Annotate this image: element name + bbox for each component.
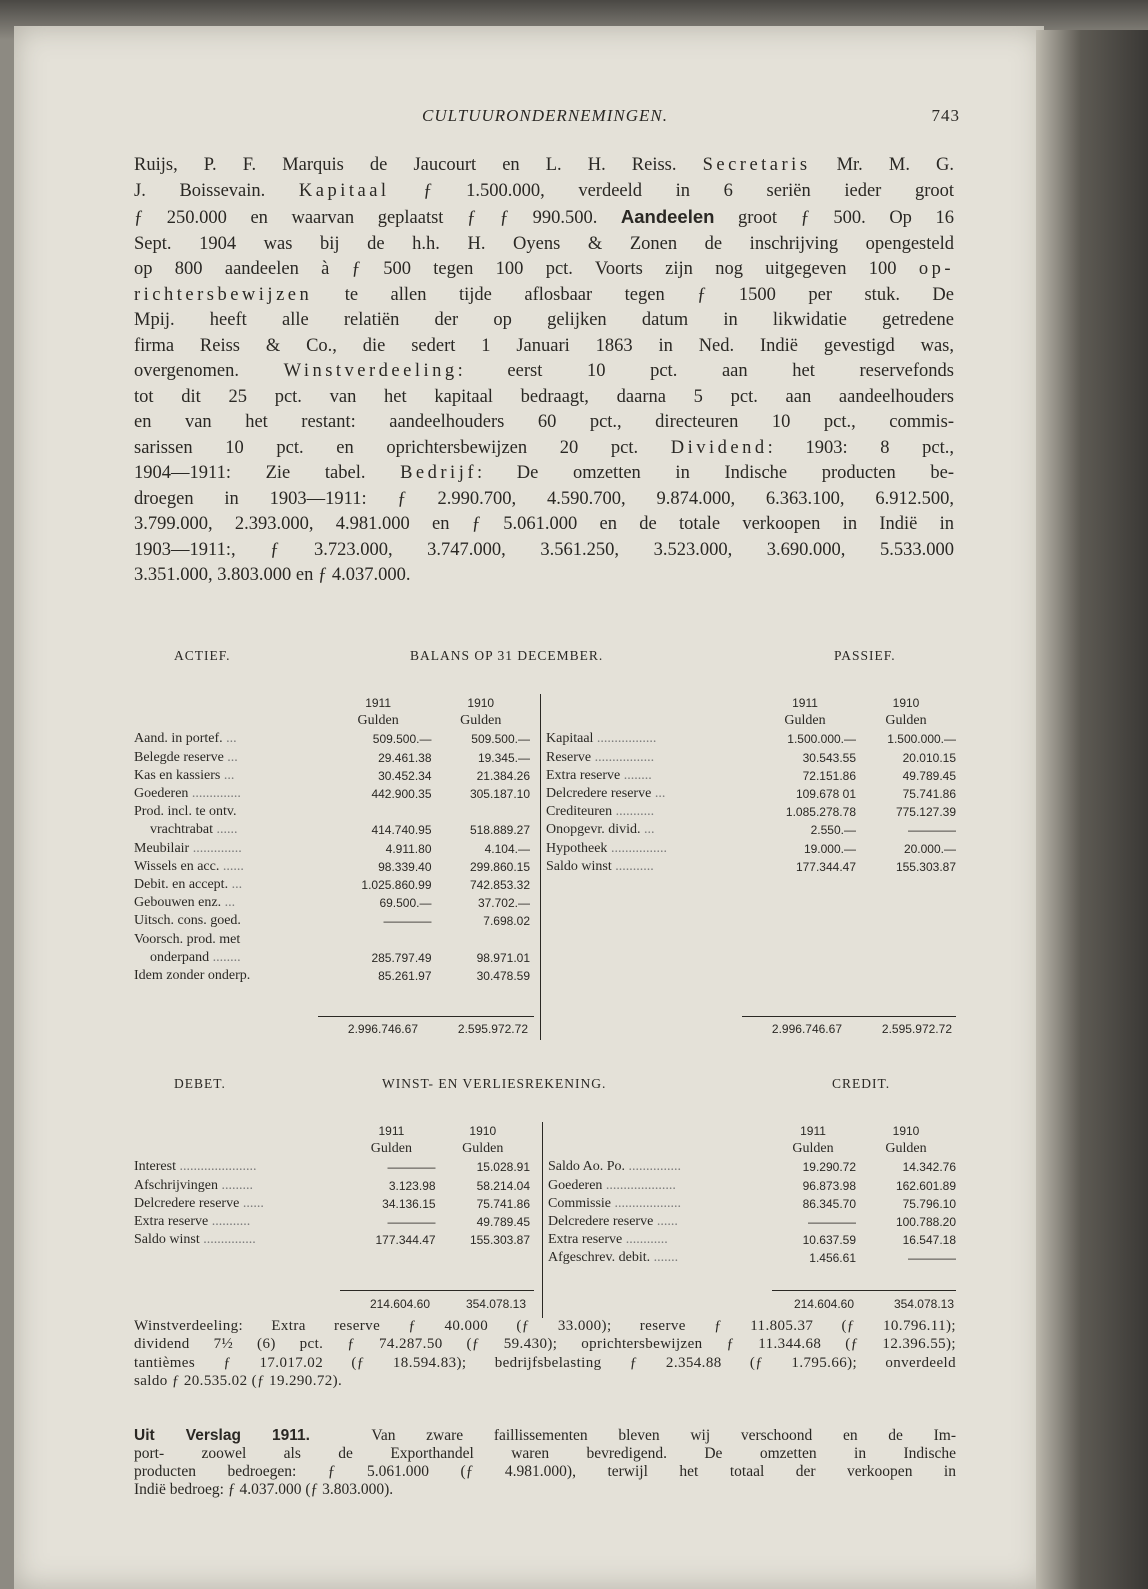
value-1911: 1.456.61 [809,1251,856,1266]
body-line [134,204,954,232]
body-line [134,563,954,589]
value-1910: 75.796.10 [902,1196,956,1211]
row-label: Debit. en accept. ... [134,877,243,893]
row-label: Meubilair .............. [134,840,242,856]
row-label: Extra reserve ........ [546,767,652,783]
value-1911: 19.000.— [803,841,856,856]
year-header: 1910 [892,1124,920,1138]
body-text-segment: firma Reiss & Co., die sedert 1 Januari 1863 in Ned. Indië gevestigd was, [134,335,954,356]
value-1911: 1.500.000.— [787,732,856,747]
year-header: 1910 [469,1124,497,1138]
spaced-term: op- [918,259,954,279]
row-label: Extra reserve ............ [548,1232,668,1248]
value-1910: 7.698.02 [483,914,530,929]
body-line [134,153,954,179]
row-label: onderpand ........ [150,949,241,965]
credit-row [548,1213,956,1231]
body-line [134,385,954,411]
value-1911: 285.797.49 [371,950,432,965]
winst-divider [542,1122,543,1318]
body-line [134,334,954,360]
row-label: Kapitaal ................. [546,731,657,747]
body-text-segment: Mpij. heeft alle relatiën der op gelijken datum in likwidatie getredene [134,310,954,330]
value-1911: 86.345.70 [802,1196,856,1211]
value-1911: 1.085.278.78 [785,805,856,820]
year-header: 1910 [892,696,920,710]
page-number: 743 [931,106,960,125]
year-header: 1911 [378,1124,405,1138]
credit-row [548,1177,956,1195]
row-label: Extra reserve ........... [134,1214,251,1230]
total-1910: 354.078.13 [893,1297,954,1311]
actief-row [134,821,530,839]
row-label: Delcredere reserve ...... [548,1214,678,1230]
actief-row [134,894,530,912]
balans-heading-row [134,648,954,670]
actief-row [134,730,530,748]
winst-credit-table [548,1122,956,1268]
verslag-line: Indië bedroeg: ƒ 4.037.000 (ƒ 3.803.000). [134,1481,394,1498]
value-1910: 98.971.01 [476,950,530,965]
value-1911: 72.151.86 [802,768,856,783]
book-spine [1036,30,1148,1589]
value-1911: ———— [383,914,432,929]
unit-header: Gulden [460,713,502,729]
body-line [134,257,954,283]
value-1910: 75.741.86 [476,1196,530,1211]
winst-total-rule-left [340,1290,534,1291]
row-label: Belegde reserve ... [134,749,238,765]
verslag-title: Uit Verslag 1911. [134,1427,310,1444]
balans-heading: BALANS OP 31 DECEMBER. [410,648,604,663]
body-text-segment: 3.799.000, 2.393.000, 4.981.000 en ƒ 5.061.000 en de totale verkoopen in Indië in [134,514,954,534]
value-1911: ———— [387,1215,436,1230]
body-line [134,487,954,513]
body-text-segment: : eerst 10 pct. aan het reservefonds [457,361,954,381]
row-label: Saldo winst ............... [134,1232,256,1248]
row-label: Wissels en acc. ...... [134,858,244,874]
value-1910: 15.028.91 [476,1160,530,1175]
value-1910: 49.789.45 [476,1215,530,1230]
value-1911: 19.290.72 [802,1160,856,1175]
row-label: Commissie ................... [548,1195,682,1211]
value-1910: ———— [908,1251,956,1266]
passief-row [546,840,956,858]
value-1910 [432,803,531,821]
value-1910: 1.500.000.— [887,732,956,747]
value-1911: ———— [387,1160,436,1175]
total-1911: 214.604.60 [369,1297,430,1311]
body-text-segment: J. Boissevain. [134,180,299,201]
body-text-segment: : 1903: 8 pct., [767,437,954,458]
spaced-term: Winstverdeeling [283,361,458,381]
spaced-term: richtersbewijzen [134,284,313,305]
body-line [134,512,954,538]
actief-row [134,749,530,767]
row-label: Saldo winst ........... [546,858,654,874]
value-1911: 10.637.59 [802,1233,856,1248]
value-1910: 509.500.— [471,732,530,747]
balans-divider [540,694,541,1040]
row-label: Goederen .............. [134,786,241,802]
passief-heading: PASSIEF. [834,648,896,663]
debet-row [134,1195,530,1213]
body-text-segment: : De omzetten in Indische producten be- [477,463,954,483]
winst-debet-table [134,1122,530,1249]
value-1910: 75.741.86 [902,787,956,802]
winst-total-rule-right [772,1290,956,1291]
value-1910: 299.860.15 [469,859,530,874]
value-1911: 177.344.47 [375,1233,436,1248]
winstverdeeling-line: saldo ƒ 20.535.02 (ƒ 19.290.72). [134,1372,343,1389]
unit-header: Gulden [784,713,826,729]
row-label: Uitsch. cons. goed. [134,913,241,929]
value-1910: 58.214.04 [476,1178,530,1193]
body-text-segment: te allen tijde aflosbaar tegen ƒ 1500 per stuk. De [312,284,954,305]
row-label: Onopgevr. divid. ... [546,822,655,838]
passief-row [546,803,956,821]
total-1910: 354.078.13 [465,1297,526,1311]
unit-header: Gulden [885,713,927,729]
value-1911 [325,931,432,949]
total-1910: 2.595.972.72 [457,1022,528,1036]
row-label: Prod. incl. te ontv. [134,804,237,820]
total-1911: 2.996.746.67 [771,1022,842,1036]
actief-row [134,767,530,785]
balans-total-rule-right [742,1016,956,1017]
passief-row [546,730,956,748]
value-1910: 162.601.89 [895,1178,956,1193]
body-line [134,308,954,334]
unit-header: Gulden [357,713,399,729]
credit-row [548,1195,956,1213]
verslag-line: port- zoowel als de Exporthandel waren bevredigend. De omzetten in Indische [134,1445,956,1462]
running-header [130,106,960,132]
actief-row [134,949,530,967]
balans-total-rule-left [318,1016,534,1017]
passief-row [546,749,956,767]
total-1910: 2.595.972.72 [881,1022,952,1036]
value-1911: 98.339.40 [378,859,432,874]
body-text-segment: sarissen 10 pct. en oprichtersbewijzen 20 pct. [134,437,671,458]
actief-row [134,785,530,803]
unit-header: Gulden [370,1141,412,1157]
row-label: Interest ...................... [134,1159,257,1175]
verslag-line [134,1427,956,1445]
value-1911 [325,803,432,821]
spaced-term: Dividend [670,437,768,458]
verslag-paragraph [134,1427,956,1499]
value-1910 [432,931,531,949]
value-1911: 414.740.95 [371,823,432,838]
row-label: Idem zonder onderp. [134,968,251,984]
balans-passief-table [546,694,956,876]
verslag-line: producten bedroegen: ƒ 5.061.000 (ƒ 4.981.000), terwijl het totaal der verkoopen in [134,1463,956,1480]
row-label: Reserve ................. [546,749,655,765]
value-1911: 2.550.— [810,823,856,838]
year-header: 1911 [800,1124,826,1138]
body-line [134,436,954,462]
value-1911: 85.261.97 [378,969,432,984]
actief-row [134,967,530,985]
value-1910: 37.702.— [477,896,530,911]
body-text-segment: ƒ 250.000 en waarvan geplaatst ƒ ƒ 990.500. [134,208,621,228]
value-1911: ———— [808,1215,856,1230]
winstverdeeling-paragraph [134,1317,956,1390]
value-1911: 509.500.— [372,732,432,747]
unit-header: Gulden [462,1141,504,1157]
body-line [134,538,954,564]
value-1911: 442.900.35 [371,787,432,802]
actief-row [134,931,530,949]
winstverdeeling-line: tantièmes ƒ 17.017.02 (ƒ 18.594.83); bedrijfsbelasting ƒ 2.354.88 (ƒ 1.795.66); onverdeeld [134,1354,956,1371]
total-1911: 214.604.60 [793,1297,854,1311]
value-1910: 155.303.87 [895,859,956,874]
body-text-segment: Ruijs, P. F. Marquis de Jaucourt en L. H. Reiss. [134,155,703,175]
winstverdeeling-line: dividend 7½ (6) pct. ƒ 74.287.50 (ƒ 59.430); oprichtersbewijzen ƒ 11.344.68 (ƒ 12.396.55); [134,1336,956,1353]
value-1910: 20.010.15 [902,750,956,765]
value-1911: 34.136.15 [382,1196,436,1211]
value-1910: 100.788.20 [895,1215,956,1230]
value-1910: 49.789.45 [902,768,956,783]
bold-term: Aandeelen [620,206,715,227]
winstverdeeling-line: Winstverdeeling: Extra reserve ƒ 40.000 (ƒ 33.000); reserve ƒ 11.805.37 (ƒ 10.796.11); [134,1318,956,1334]
value-1911: 177.344.47 [795,859,856,874]
body-text-segment: op 800 aandeelen à ƒ 500 tegen 100 pct. Voorts zijn nog uitgegeven 100 [134,259,919,279]
body-line [134,461,954,487]
year-header: 1911 [365,696,392,710]
value-1910: 21.384.26 [476,768,530,783]
passief-row [546,821,956,839]
body-line [134,179,954,205]
debet-row [134,1213,530,1231]
body-text-segment: 1904—1911: Zie tabel. [134,463,401,483]
actief-row [134,858,530,876]
row-label: Aand. in portef. ... [134,731,237,747]
value-1911: 96.873.98 [802,1178,856,1193]
debet-row [134,1158,530,1176]
value-1911: 3.123.98 [388,1178,436,1193]
unit-header: Gulden [885,1141,927,1157]
value-1911: 30.543.55 [802,750,856,765]
row-label: Afgeschrev. debit. ....... [548,1250,679,1266]
row-label: vrachtrabat ...... [150,822,238,838]
row-label: Gebouwen enz. ... [134,895,236,911]
value-1910: 305.187.10 [469,787,530,802]
value-1911: 30.452.34 [378,768,432,783]
winst-heading-row [134,1076,954,1098]
actief-row [134,912,530,930]
actief-row [134,876,530,894]
body-line [134,359,954,385]
actief-row [134,840,530,858]
spaced-term: Kapitaal [298,180,390,201]
debet-heading: DEBET. [174,1076,226,1091]
verslag-line-text: Van zware faillissementen bleven wij verschoond en de Im- [371,1427,956,1444]
value-1911: 4.911.80 [385,841,432,856]
credit-row [548,1249,956,1267]
body-text-segment: ƒ 1.500.000, verdeeld in 6 seriën ieder groot [389,180,954,201]
unit-header: Gulden [792,1141,834,1157]
credit-row [548,1158,956,1176]
spaced-term: Bedrijf [400,463,477,483]
value-1911: 1.025.860.99 [361,878,432,893]
spaced-term: Secretaris [702,155,811,175]
body-text-segment: overgenomen. [134,361,284,381]
passief-row [546,785,956,803]
value-1910: 19.345.— [477,750,530,765]
row-label: Delcredere reserve ... [546,786,666,802]
body-line [134,283,954,309]
value-1910: ———— [908,823,956,838]
row-label: Hypotheek ................ [546,840,667,856]
value-1910: 16.547.18 [902,1233,956,1248]
body-line [134,410,954,436]
running-title: CULTUURONDERNEMINGEN. [422,106,668,125]
row-label: Voorsch. prod. met [134,931,241,947]
body-text-segment: 1903—1911:, ƒ 3.723.000, 3.747.000, 3.561.250, 3.523.000, 3.690.000, 5.533.000 [134,539,954,560]
body-text-segment: Sept. 1904 was bij de h.h. H. Oyens & Zonen de inschrijving opengesteld [134,233,954,254]
body-text-segment: droegen in 1903—1911: ƒ 2.990.700, 4.590.700, 9.874.000, 6.363.100, 6.912.500, [134,488,954,509]
value-1910: 30.478.59 [476,969,530,984]
debet-row [134,1177,530,1195]
actief-heading: ACTIEF. [174,648,231,663]
value-1910: 20.000.— [903,841,956,856]
value-1911: 109.678 01 [795,787,856,802]
value-1910: 775.127.39 [895,805,956,820]
body-line [134,232,954,258]
row-label: Saldo Ao. Po. ............... [548,1159,682,1175]
body-text-segment: Mr. M. G. [810,155,954,175]
passief-row [546,858,956,876]
credit-row [548,1231,956,1249]
credit-heading: CREDIT. [832,1076,891,1091]
row-label: Goederen .................... [548,1177,676,1193]
value-1910: 518.889.27 [469,823,530,838]
winst-heading: WINST- EN VERLIESREKENING. [382,1076,607,1091]
balans-actief-table [134,694,530,985]
body-text-segment: en van het restant: aandeelhouders 60 pct., directeuren 10 pct., commis- [134,412,954,432]
debet-row [134,1231,530,1249]
body-text-segment: 3.351.000, 3.803.000 en ƒ 4.037.000. [134,565,411,585]
row-label: Crediteuren ........... [546,804,655,820]
passief-row [546,767,956,785]
row-label: Kas en kassiers ... [134,767,235,783]
company-description [134,153,954,589]
actief-row [134,803,530,821]
year-header: 1911 [792,696,818,710]
total-1911: 2.996.746.67 [347,1022,418,1036]
value-1911: 69.500.— [379,896,432,911]
value-1910: 155.303.87 [469,1233,530,1248]
value-1911: 29.461.38 [378,750,432,765]
row-label: Afschrijvingen ......... [134,1177,253,1193]
body-text-segment: groot ƒ 500. Op 16 [714,208,954,228]
value-1910: 14.342.76 [902,1160,956,1175]
year-header: 1910 [467,696,495,710]
value-1910: 742.853.32 [469,878,530,893]
row-label: Delcredere reserve ...... [134,1195,264,1211]
value-1910: 4.104.— [484,841,530,856]
body-text-segment: tot dit 25 pct. van het kapitaal bedraagt, daarna 5 pct. aan aandeelhouders [134,386,954,407]
